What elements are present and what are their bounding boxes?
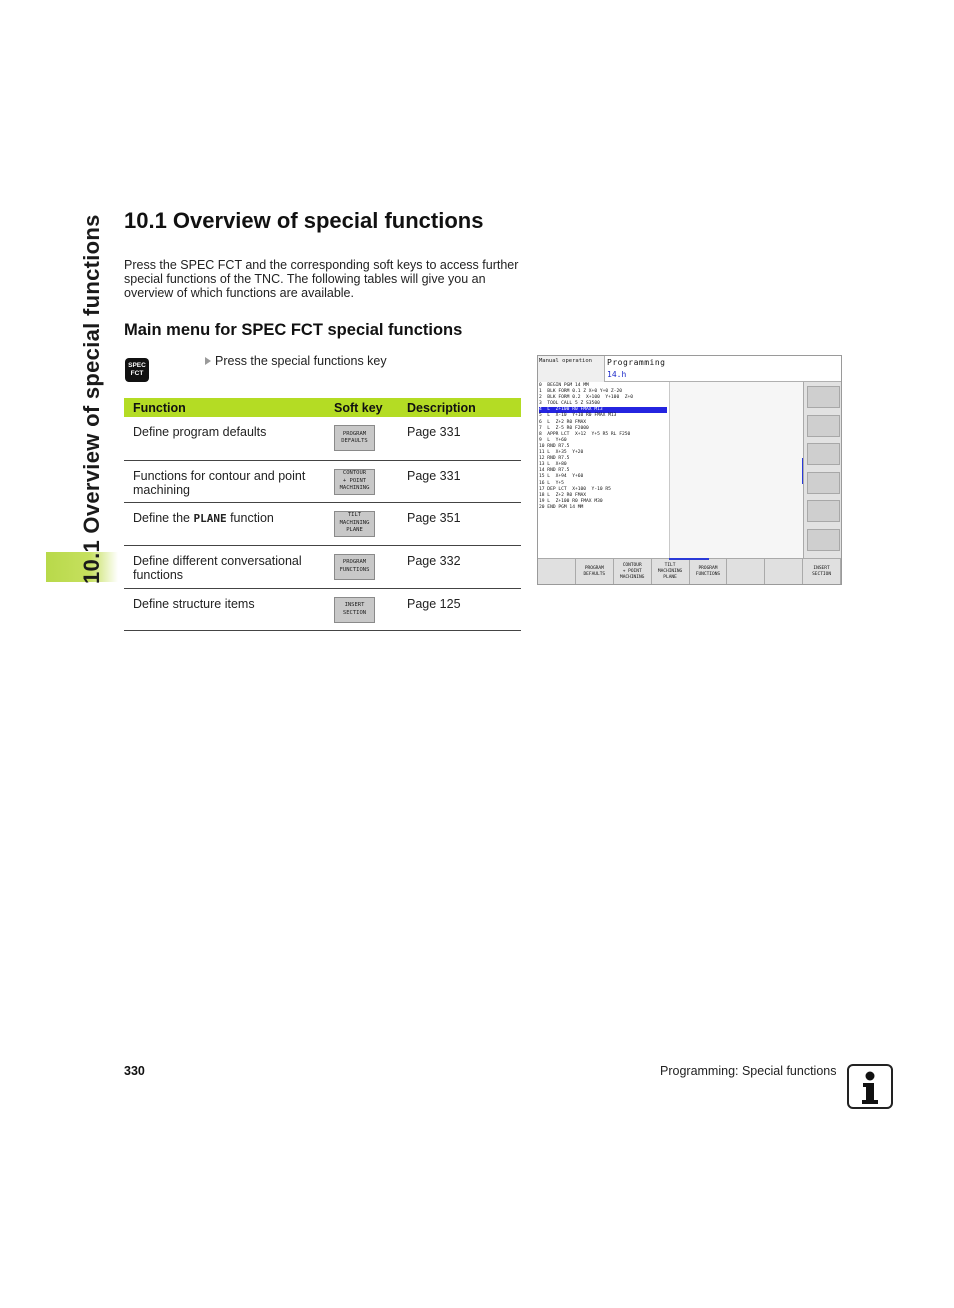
vertical-softkey	[807, 472, 840, 494]
active-softkey-marker	[669, 558, 709, 560]
softkey-label: PROGRAM	[342, 430, 367, 437]
spec-fct-key-icon	[125, 358, 149, 382]
operating-mode-label: Manual operation	[538, 356, 605, 382]
softkey-label: CONTOUR	[342, 470, 367, 477]
key-label-line2: FCT	[130, 370, 144, 377]
softkey-row	[538, 558, 841, 584]
code-line: 4 L Z+100 R0 FMAX M13	[539, 407, 667, 413]
description-cell: Page 351	[398, 502, 521, 545]
description-cell: Page 331	[398, 417, 521, 460]
screen-softkey-label: MACHINING	[657, 569, 683, 574]
code-line: 10 RND R7.5	[539, 443, 570, 449]
instruction-text: Press the special functions key	[215, 354, 387, 368]
table-header-row	[124, 398, 521, 417]
section-subheading: Main menu for SPEC FCT special functions	[124, 321, 463, 339]
description-cell: Page 332	[398, 545, 521, 588]
tnc-screenshot	[537, 355, 842, 585]
softkey-label: DEFAULTS	[341, 438, 368, 444]
softkey-cell	[325, 460, 398, 502]
code-line: 1 BLK FORM 0.1 Z X+0 Y+0 Z-20	[539, 389, 622, 395]
softkey-cell	[325, 502, 398, 545]
function-cell: Define program defaults	[124, 417, 325, 460]
screen-softkey	[727, 559, 765, 585]
code-line: 14 RND R7.5	[539, 468, 570, 474]
softkey-label: MACHINING	[339, 519, 370, 526]
code-line: 12 RND R7.5	[539, 456, 570, 462]
softkey-cell	[325, 545, 398, 588]
intro-paragraph: Press the SPEC FCT and the corresponding soft keys to access further special functions of the TNC. The following tables will give you an overview of which functions are available.	[124, 258, 519, 301]
screen-softkey	[538, 559, 576, 585]
page-title: 10.1 Overview of special functions	[124, 208, 484, 233]
softkey-label: FUNCTIONS	[339, 566, 370, 573]
function-cell: Define structure items	[124, 588, 325, 630]
description-cell: Page 125	[398, 588, 521, 630]
screen-softkey-label: PLANE	[663, 575, 677, 580]
instruction-step	[205, 354, 387, 368]
program-code-listing	[538, 382, 669, 558]
side-chapter-title: 10.1 Overview of special functions	[79, 214, 104, 584]
program-filename: 14.h	[607, 370, 627, 379]
softkey-label: INSERT	[344, 602, 365, 608]
triangle-bullet-icon	[205, 357, 211, 365]
graphic-window	[669, 382, 803, 558]
function-text: function	[226, 510, 274, 525]
softkey-label: + POINT	[342, 477, 367, 484]
vertical-softkey	[807, 415, 840, 437]
screen-softkey-label: PROGRAM	[584, 566, 604, 571]
screen-softkey-label: SECTION	[812, 572, 832, 577]
screen-softkey-label: PROGRAM	[698, 566, 718, 571]
softkey-cell	[325, 417, 398, 460]
code-line: 16 L Y+5	[539, 480, 564, 486]
table-row	[124, 460, 521, 502]
code-line: 17 DEP LCT X+100 Y-10 R5	[539, 486, 611, 492]
screen-softkey	[690, 559, 728, 585]
screen-softkey-label: FUNCTIONS	[695, 572, 721, 577]
description-cell: Page 331	[398, 460, 521, 502]
contour-point-machining-softkey	[334, 469, 375, 495]
programming-header	[605, 356, 841, 382]
info-icon	[847, 1064, 893, 1109]
screen-softkey-label: INSERT	[813, 566, 830, 571]
screen-softkey-label: MACHINING	[619, 575, 645, 580]
code-line: 0 BEGIN PGM 14 MM	[539, 383, 589, 388]
insert-section-softkey	[334, 597, 375, 623]
vertical-softkey	[807, 386, 840, 408]
softkey-label: PROGRAM	[342, 559, 367, 565]
softkey-label: MACHINING	[339, 485, 370, 492]
code-line: 13 L X+80	[539, 462, 567, 468]
function-cell: Define different conversational functions	[124, 545, 325, 588]
code-line: 8 APPR LCT X+12 Y+5 R5 RL F250	[539, 431, 631, 437]
info-glyph	[849, 1066, 895, 1111]
screen-header	[538, 356, 841, 382]
code-line: 20 END PGM 14 MM	[539, 504, 584, 510]
table-row	[124, 545, 521, 588]
vertical-softkey	[807, 529, 840, 551]
code-line: 19 L Z+100 R0 FMAX M30	[539, 498, 603, 504]
code-line: 15 L X+94 Y+60	[539, 474, 584, 480]
code-line: 11 L X+35 Y+20	[539, 450, 584, 456]
softkey-label: TILT	[347, 512, 362, 519]
softkey-cell	[325, 588, 398, 630]
program-defaults-softkey	[334, 425, 375, 451]
code-line: 7 L Z-5 R0 F2000	[539, 425, 589, 431]
screen-softkey-label: TILT	[664, 563, 676, 568]
screen-softkey	[765, 559, 803, 585]
code-line: 3 TOOL CALL 5 Z S3500	[539, 401, 600, 407]
programming-title: Programming	[607, 358, 666, 367]
function-cell	[124, 502, 325, 545]
screen-softkey	[803, 559, 841, 585]
function-cell: Functions for contour and point machining	[124, 460, 325, 502]
tilt-machining-plane-softkey	[334, 511, 375, 537]
softkey-label: SECTION	[342, 609, 367, 616]
table-row	[124, 588, 521, 630]
screen-softkey-label: + POINT	[622, 569, 642, 574]
table-row	[124, 502, 521, 545]
header-description: Description	[398, 398, 521, 417]
vertical-softkey	[807, 443, 840, 465]
code-line: 5 L X-10 Y+10 R0 FMAX M13	[539, 413, 617, 419]
footer-chapter-title: Programming: Special functions	[660, 1064, 837, 1078]
program-functions-softkey	[334, 554, 375, 580]
screen-softkey-label: CONTOUR	[622, 563, 642, 568]
screen-softkey	[652, 559, 690, 585]
code-line: 9 L Y+60	[539, 437, 567, 443]
code-line: 2 BLK FORM 0.2 X+100 Y+100 Z+0	[539, 395, 634, 401]
softkey-label: PLANE	[346, 527, 363, 534]
functions-table	[124, 398, 521, 631]
header-function: Function	[124, 398, 325, 417]
function-text: Define the	[133, 510, 194, 525]
screen-softkey	[576, 559, 614, 585]
screen-softkey	[614, 559, 652, 585]
vertical-softkey	[807, 500, 840, 522]
header-softkey: Soft key	[325, 398, 398, 417]
code-line: 18 L Z+2 R0 FMAX	[539, 492, 587, 498]
code-line: 6 L Z+2 R0 FMAX	[539, 419, 587, 425]
page-number: 330	[124, 1064, 145, 1078]
screen-softkey-label: DEFAULTS	[583, 572, 606, 577]
vertical-softkey-bar	[803, 382, 841, 558]
key-label-line1: SPEC	[128, 362, 146, 369]
plane-code: PLANE	[193, 511, 227, 525]
table-row	[124, 417, 521, 460]
